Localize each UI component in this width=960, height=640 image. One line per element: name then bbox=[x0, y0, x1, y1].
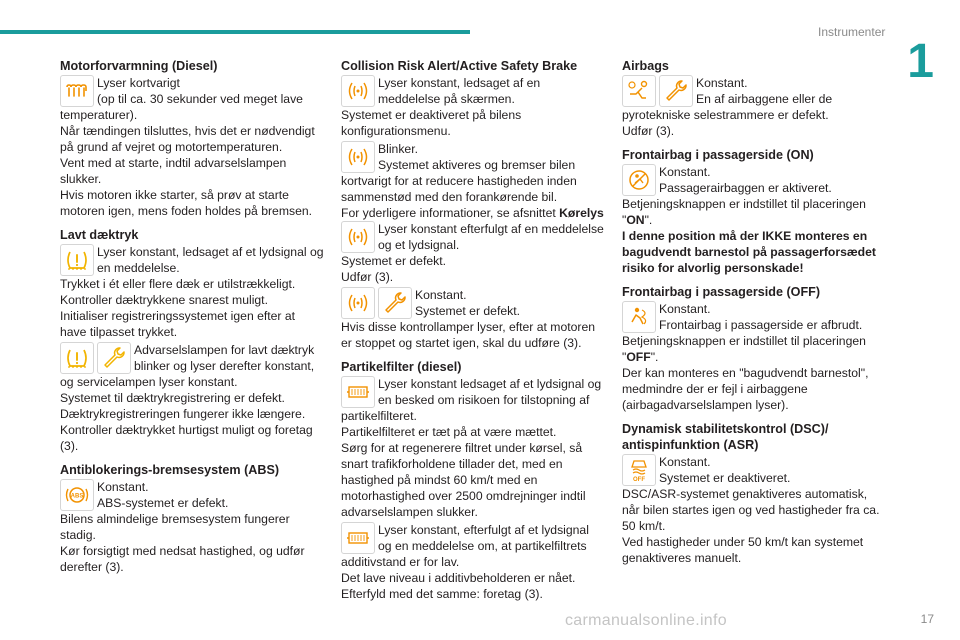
passenger-on-warning: I denne position må der IKKE monteres en bagudvendt barnestol på passagerforsædet risiko for alvorlig personskade! bbox=[622, 229, 876, 275]
entry-passenger-off: Konstant. Frontairbag i passagerside er afbrudt. bbox=[622, 301, 884, 333]
particle-filter-icon bbox=[341, 522, 375, 554]
column-3 bbox=[622, 58, 884, 566]
tyre-text: Trykket i ét eller flere dæk er utilstrækkeligt. Kontroller dæktrykkene snarest muligt. Initialiser registreringssystemet igen efter at have tilpasset trykket. bbox=[60, 277, 296, 339]
dsc-off-label: OFF bbox=[633, 477, 645, 483]
entry-tyre: Lyser konstant, ledsaget af et lydsignal og en meddelelse. bbox=[60, 244, 324, 276]
passenger-airbag-on-icon bbox=[622, 164, 656, 196]
heading-dpf: Partikelfilter (diesel) bbox=[341, 360, 462, 374]
entry-collision-3: Lyser konstant efterfulgt af en meddelelse og et lydsignal. bbox=[341, 221, 605, 253]
entry-dpf-1: Lyser konstant ledsaget af et lydsignal og en besked om risikoen for tilstopning af bbox=[341, 376, 605, 408]
entry-collision-4: Konstant. Systemet er defekt. bbox=[341, 287, 605, 319]
service-wrench-icon bbox=[378, 287, 412, 319]
collision-alert-icon bbox=[341, 75, 375, 107]
column-1 bbox=[60, 58, 324, 575]
collision-reference: For yderligere informationer, se afsnittet Kørelys bbox=[341, 206, 604, 220]
collision-alert-icon bbox=[341, 221, 375, 253]
watermark: carmanualsonline.info bbox=[565, 612, 727, 629]
service-wrench-icon bbox=[659, 75, 693, 107]
collision-alert-icon bbox=[341, 287, 375, 319]
tyre-fault-text: og servicelampen lyser konstant. Systemet til dæktrykregistrering er defekt. Dæktrykregistreringen fungerer ikke længere. Kontroller dæktrykket hurtigst muligt og foretag (3). bbox=[60, 375, 313, 453]
passenger-off-text-2: Der kan monteres en "bagudvendt barnestol", medmindre der er fejl i airbaggene (airbagadvarselslampen lyser). bbox=[622, 366, 869, 412]
glow-plug-icon bbox=[60, 75, 94, 107]
dsc-off-icon bbox=[622, 454, 656, 486]
svg-text:ABS: ABS bbox=[70, 493, 84, 500]
collision-text-1: Systemet er deaktiveret på bilens konfigurationsmenu. bbox=[341, 108, 522, 138]
heading-passenger-on: Frontairbag i passagerside (ON) bbox=[622, 148, 814, 162]
passenger-on-position: "ON". bbox=[622, 213, 653, 227]
abs-text: Bilens almindelige bremsesystem fungerer stadig. Kør forsigtigt med nedsat hastighed, og udfør derefter (3). bbox=[60, 512, 305, 574]
entry-airbags: Konstant. En af airbaggene eller de bbox=[622, 75, 884, 107]
chapter-number: 1 bbox=[907, 35, 934, 88]
collision-text-3: Systemet er defekt. Udfør (3). bbox=[341, 254, 446, 284]
heading-passenger-off: Frontairbag i passagerside (OFF) bbox=[622, 285, 821, 299]
abs-icon bbox=[60, 479, 94, 511]
collision-text-4: Hvis disse kontrollamper lyser, efter at motoren er stoppet og startet igen, skal du udføre (3). bbox=[341, 320, 596, 350]
passenger-off-text: Betjeningsknappen er indstillet til placeringen bbox=[622, 334, 866, 348]
passenger-airbag-off-icon bbox=[622, 301, 656, 333]
passenger-on-text: Betjeningsknappen er indstillet til placeringen bbox=[622, 197, 866, 211]
entry-tyre-fault: Advarselslampen for lavt dæktryk blinker og lyser derefter konstant, bbox=[60, 342, 324, 374]
heading-glow: Motorforvarmning (Diesel) bbox=[60, 59, 218, 73]
heading-abs: Antiblokerings-bremsesystem (ABS) bbox=[60, 463, 280, 477]
particle-filter-icon bbox=[341, 376, 375, 408]
tyre-pressure-icon bbox=[60, 244, 94, 276]
seatbelt-airbag-icon bbox=[622, 75, 656, 107]
column-2 bbox=[341, 58, 605, 602]
dsc-text: DSC/ASR-systemet genaktiveres automatisk, når bilen startes igen og ved hastigheder fra ca. 50 km/t. Ved hastigheder under 50 km/t kan systemet genaktiveres manuelt. bbox=[622, 487, 880, 565]
service-wrench-icon bbox=[97, 342, 131, 374]
passenger-off-position: "OFF". bbox=[622, 350, 659, 364]
dpf-text-1: partikelfilteret. Partikelfilteret er tæt på at være mættet. Sørg for at regenerere filtret under kørsel, så snart trafikforholdene tillader det, med en hastighed på mindst 60 km/t med en motorhastighed over 2500 omdrejninger indtil advarselslampen slukker. bbox=[341, 409, 586, 519]
dpf-text-2: additivstand er for lav. Det lave niveau i additivbeholderen er nået. Efterfyld med det samme: foretag (3). bbox=[341, 555, 576, 601]
heading-airbags: Airbags bbox=[622, 59, 669, 73]
heading-dsc: Dynamisk stabilitetskontrol (DSC)/ antispinfunktion (ASR) bbox=[622, 422, 829, 452]
section-title: Instrumenter bbox=[818, 25, 886, 39]
entry-collision-2: Blinker. Systemet aktiveres og bremser bilen bbox=[341, 141, 605, 173]
heading-collision: Collision Risk Alert/Active Safety Brake bbox=[341, 59, 578, 73]
top-accent-bar bbox=[0, 30, 470, 34]
entry-dpf-2: Lyser konstant, efterfulgt af et lydsignal og en meddelelse om, at partikelfiltrets bbox=[341, 522, 605, 554]
entry-collision-1: Lyser konstant, ledsaget af en meddelelse på skærmen. bbox=[341, 75, 605, 107]
ref-link[interactable]: Kørelys bbox=[559, 206, 604, 220]
page-number: 17 bbox=[920, 612, 934, 626]
entry-abs: ABS Konstant. ABS-systemet er defekt. bbox=[60, 479, 324, 511]
glow-text: temperaturer). Når tændingen tilsluttes, hvis det er nødvendigt på grund af vejret og motortemperaturen. Vent med at starte, indtil advarselslampen slukker. Hvis motoren ikke starter, så prøv at starte motoren igen, mens foden holdes på bremsen. bbox=[60, 108, 315, 218]
airbags-text: pyrotekniske selestrammere er defekt. Udfør (3). bbox=[622, 108, 829, 138]
entry-glow: Lyser kortvarigt (op til ca. 30 sekunder ved meget lave bbox=[60, 75, 324, 107]
entry-passenger-on: Konstant. Passagerairbaggen er aktiveret. bbox=[622, 164, 884, 196]
collision-alert-icon bbox=[341, 141, 375, 173]
heading-tyre: Lavt dæktryk bbox=[60, 228, 139, 242]
entry-dsc: OFF Konstant. Systemet er deaktiveret. bbox=[622, 454, 884, 486]
tyre-pressure-icon bbox=[60, 342, 94, 374]
collision-text-2: kortvarigt for at reducere hastigheden inden sammenstød med den forankørende bil. bbox=[341, 174, 577, 204]
